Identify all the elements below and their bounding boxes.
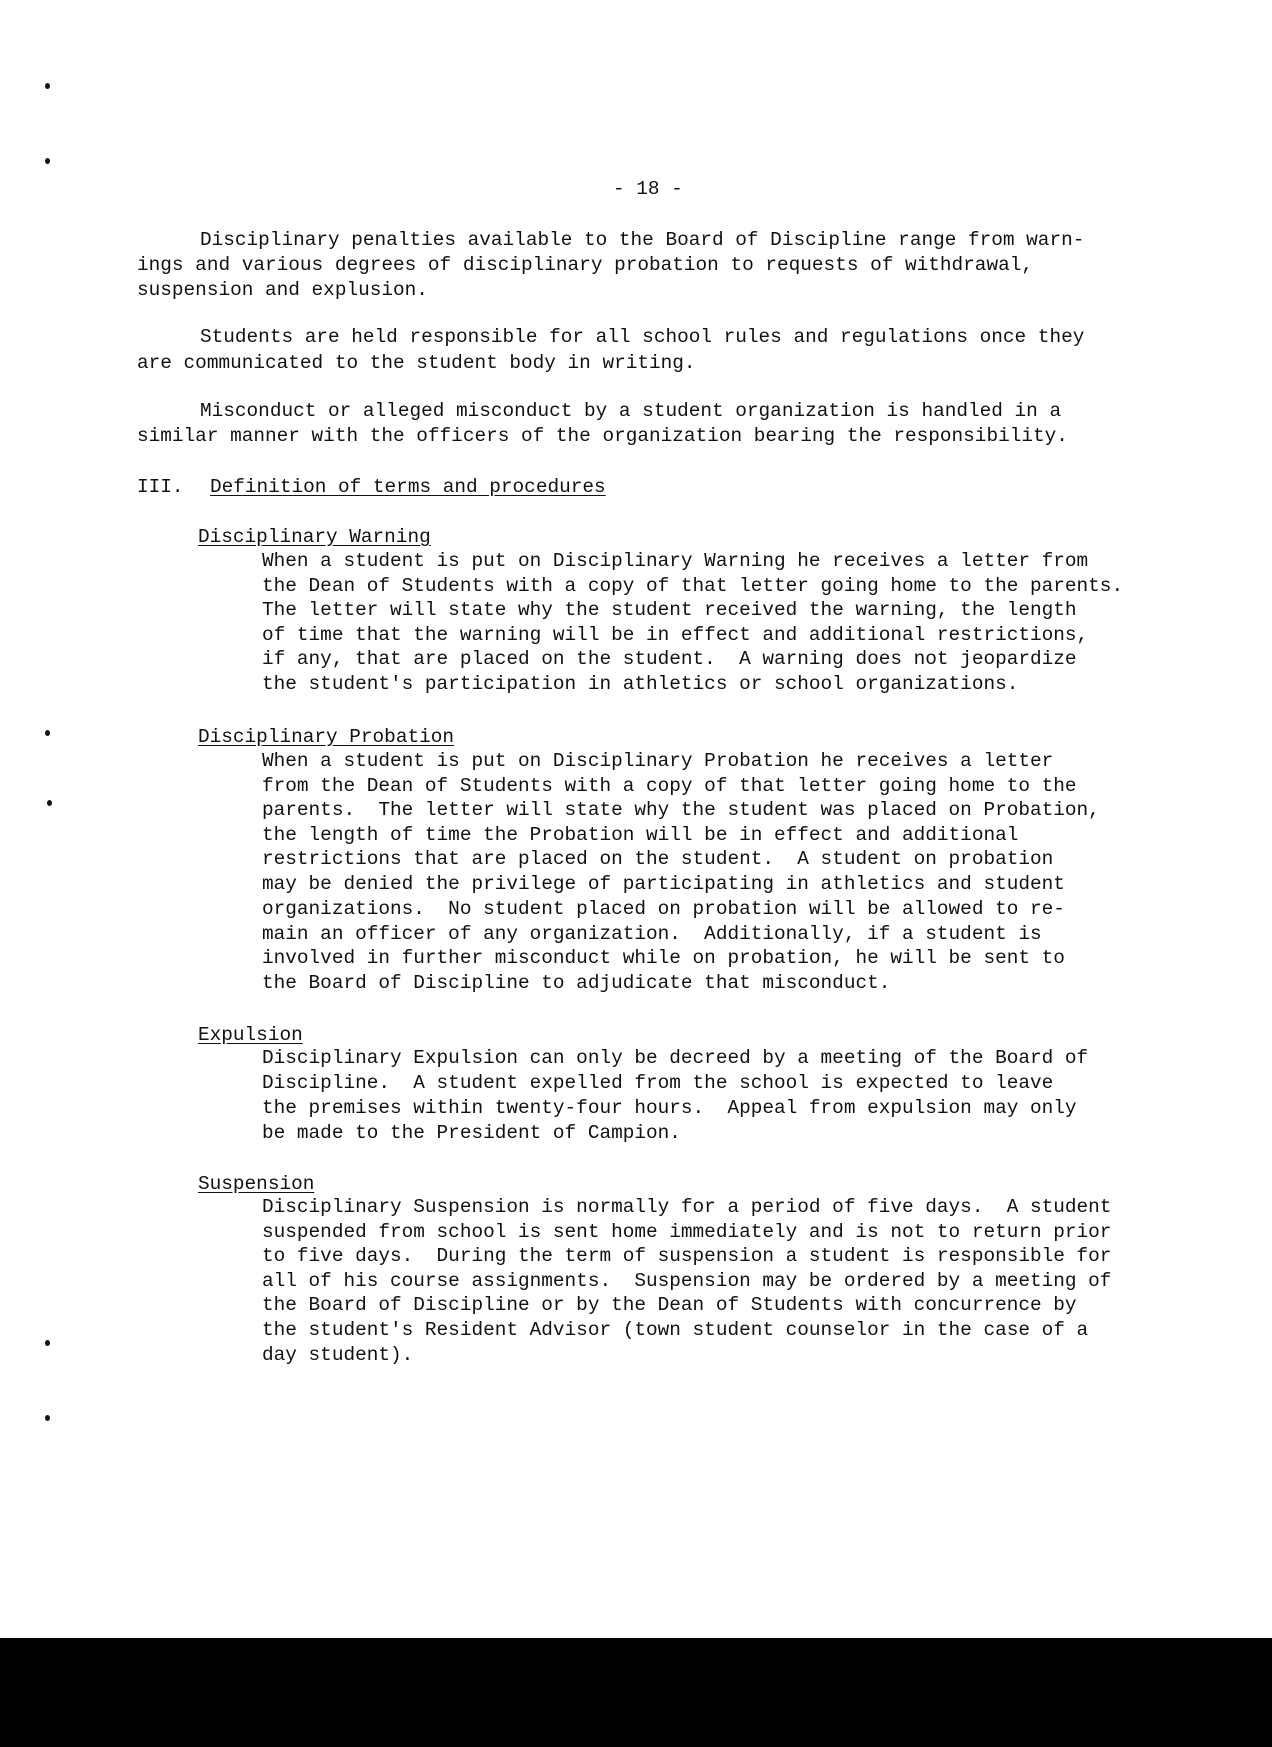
- section-title: Definition of terms and procedures: [210, 476, 606, 498]
- intro-line: Disciplinary penalties available to the Board of Discipline range from warn-: [200, 229, 1085, 251]
- page-number: - 18 -: [613, 178, 683, 200]
- warning-line: the student's participation in athletics or school organizations.: [262, 673, 1019, 695]
- intro-line: Students are held responsible for all school rules and regulations once they: [200, 326, 1085, 348]
- section-numeral: III.: [137, 476, 184, 498]
- intro-line: suspension and explusion.: [137, 279, 428, 301]
- probation-line: from the Dean of Students with a copy of that letter going home to the: [262, 775, 1077, 797]
- suspension-line: day student).: [262, 1344, 414, 1366]
- scan-mark: [45, 730, 50, 736]
- warning-line: of time that the warning will be in effect and additional restrictions,: [262, 624, 1089, 646]
- scan-mark: [45, 1340, 50, 1346]
- suspension-line: all of his course assignments. Suspension may be ordered by a meeting of: [262, 1270, 1112, 1292]
- scan-border: [0, 1638, 1272, 1747]
- suspension-line: the Board of Discipline or by the Dean of Students with concurrence by: [262, 1294, 1077, 1316]
- probation-line: may be denied the privilege of participating in athletics and student: [262, 873, 1065, 895]
- probation-line: the length of time the Probation will be in effect and additional: [262, 824, 1019, 846]
- intro-line: ings and various degrees of disciplinary probation to requests of withdrawal,: [137, 254, 1033, 276]
- subsection-heading-expulsion: Expulsion: [198, 1024, 303, 1046]
- warning-line: When a student is put on Disciplinary Warning he receives a letter from: [262, 550, 1089, 572]
- warning-line: the Dean of Students with a copy of that letter going home to the parents.: [262, 575, 1124, 597]
- subsection-heading-probation: Disciplinary Probation: [198, 726, 454, 748]
- probation-line: main an officer of any organization. Additionally, if a student is: [262, 923, 1042, 945]
- warning-line: The letter will state why the student received the warning, the length: [262, 599, 1077, 621]
- probation-line: restrictions that are placed on the student. A student on probation: [262, 848, 1054, 870]
- suspension-line: Disciplinary Suspension is normally for a period of five days. A student: [262, 1196, 1112, 1218]
- probation-line: When a student is put on Disciplinary Probation he receives a letter: [262, 750, 1054, 772]
- suspension-line: to five days. During the term of suspension a student is responsible for: [262, 1245, 1112, 1267]
- expulsion-line: Discipline. A student expelled from the school is expected to leave: [262, 1072, 1054, 1094]
- suspension-line: the student's Resident Advisor (town student counselor in the case of a: [262, 1319, 1089, 1341]
- expulsion-line: the premises within twenty-four hours. Appeal from expulsion may only: [262, 1097, 1077, 1119]
- scan-mark: [45, 83, 50, 89]
- warning-line: if any, that are placed on the student. A warning does not jeopardize: [262, 648, 1077, 670]
- intro-line: similar manner with the officers of the organization bearing the responsibility.: [137, 425, 1068, 447]
- suspension-line: suspended from school is sent home immediately and is not to return prior: [262, 1221, 1112, 1243]
- intro-line: Misconduct or alleged misconduct by a student organization is handled in a: [200, 400, 1062, 422]
- probation-line: involved in further misconduct while on probation, he will be sent to: [262, 947, 1065, 969]
- probation-line: parents. The letter will state why the student was placed on Probation,: [262, 799, 1100, 821]
- scan-mark: [45, 158, 50, 164]
- expulsion-line: Disciplinary Expulsion can only be decreed by a meeting of the Board of: [262, 1047, 1089, 1069]
- expulsion-line: be made to the President of Campion.: [262, 1122, 681, 1144]
- probation-line: the Board of Discipline to adjudicate that misconduct.: [262, 972, 891, 994]
- intro-line: are communicated to the student body in writing.: [137, 352, 696, 374]
- scan-mark: [47, 800, 52, 806]
- probation-line: organizations. No student placed on probation will be allowed to re-: [262, 898, 1065, 920]
- scan-mark: [45, 1415, 50, 1421]
- subsection-heading-warning: Disciplinary Warning: [198, 526, 431, 548]
- subsection-heading-suspension: Suspension: [198, 1173, 315, 1195]
